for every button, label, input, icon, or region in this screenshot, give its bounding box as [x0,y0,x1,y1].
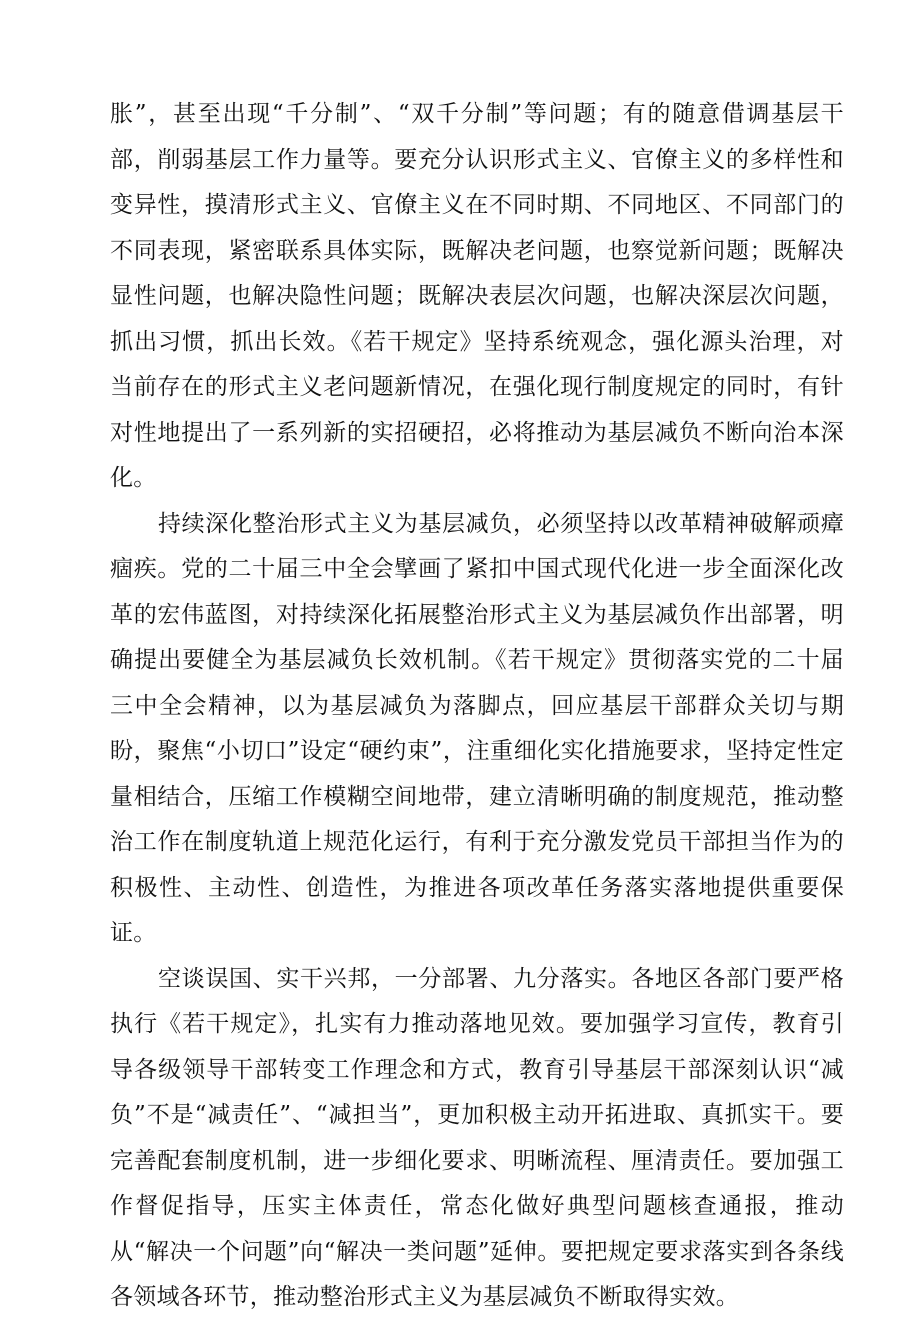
paragraph-continuation: 胀”，甚至出现“千分制”、“双千分制”等问题；有的随意借调基层干部，削弱基层工作力量等。要充分认识形式主义、官僚主义的多样性和变异性，摸清形式主义、官僚主义在不同时期、不同地区、不同部门的不同表现，紧密联系具体实际，既解决老问题，也察觉新问题；既解决显性问题，也解决隐性问题；既解决表层次问题，也解决深层次问题，抓出习惯，抓出长效。《若干规定》坚持系统观念，强化源头治理，对当前存在的形式主义老问题新情况，在强化现行制度规定的同时，有针对性地提出了一系列新的实招硬招，必将推动为基层减负不断向治本深化。 [110,101,844,491]
paragraph-reform-spirit: 持续深化整治形式主义为基层减负，必须坚持以改革精神破解顽瘴痼疾。党的二十届三中全会擘画了紧扣中国式现代化进一步全面深化改革的宏伟蓝图，对持续深化拓展整治形式主义为基层减负作出部署，明确提出要健全为基层减负长效机制。《若干规定》贯彻落实党的二十届三中全会精神，以为基层减负为落脚点，回应基层干部群众关切与期盼，聚焦“小切口”设定“硬约束”，注重细化实化措施要求，坚持定性定量相结合，压缩工作模糊空间地带，建立清晰明确的制度规范，推动整治工作在制度轨道上规范化运行，有利于充分激发党员干部担当作为的积极性、主动性、创造性，为推进各项改革任务落实落地提供重要保证。 [110,510,844,946]
paragraph-implementation: 空谈误国、实干兴邦，一分部署、九分落实。各地区各部门要严格执行《若干规定》，扎实有力推动落地见效。要加强学习宣传，教育引导各级领导干部转变工作理念和方式，教育引导基层干部深刻认识“减负”不是“减责任”、“减担当”，更加积极主动开拓进取、真抓实干。要完善配套制度机制，进一步细化要求、明晰流程、厘清责任。要加强工作督促指导，压实主体责任，常态化做好典型问题核查通报，推动从“解决一个问题”向“解决一类问题”延伸。要把规定要求落实到各条线各领域各环节，推动整治形式主义为基层减负不断取得实效。 [110,965,844,1310]
document-body [110,92,844,1321]
